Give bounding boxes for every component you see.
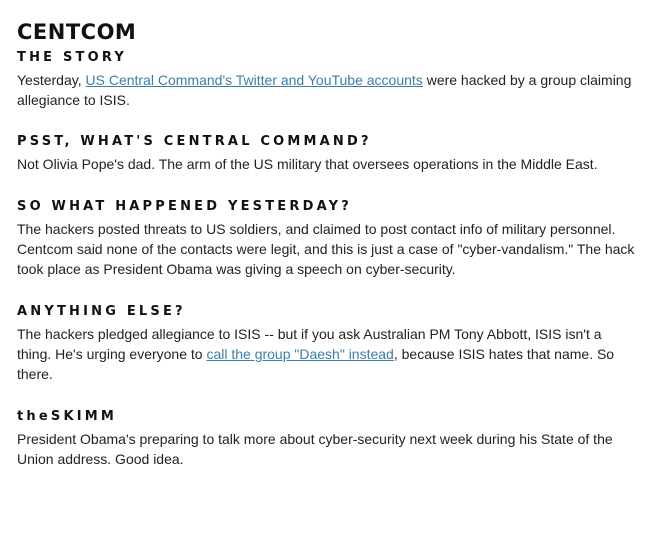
body-text: , because ISIS hates that name. So there. bbox=[17, 346, 615, 382]
body-text: The hackers pledged allegiance to ISIS -- but if you ask Australian PM Tony Abbott, ISIS isn't a thing. He's urging everyone to bbox=[17, 326, 602, 362]
section-theskimm bbox=[17, 409, 637, 469]
section-body bbox=[17, 70, 637, 110]
section-heading: theSKIMM bbox=[17, 409, 118, 424]
section-heading: PSST, WHAT'S CENTRAL COMMAND? bbox=[17, 134, 372, 149]
section-heading: ANYTHING ELSE? bbox=[17, 304, 186, 319]
article bbox=[17, 20, 637, 469]
section-the-story bbox=[17, 50, 637, 110]
body-text: Yesterday, bbox=[17, 72, 86, 88]
section-body: Not Olivia Pope's dad. The arm of the US military that oversees operations in the Middle East. bbox=[17, 156, 598, 172]
section-heading: SO WHAT HAPPENED YESTERDAY? bbox=[17, 199, 352, 214]
section-body: The hackers posted threats to US soldiers, and claimed to post contact info of military personnel. Centcom said none of the contacts were legit, and this is just a case of "cyber-vandalism." The hack took place as President Obama was giving a speech on cyber-security. bbox=[17, 221, 635, 277]
section-body bbox=[17, 324, 637, 384]
section-anything-else bbox=[17, 304, 637, 384]
section-heading: THE STORY bbox=[17, 50, 127, 65]
page-title: CENTCOM bbox=[17, 20, 137, 44]
body-text: were hacked by a group claiming allegiance to ISIS. bbox=[17, 72, 632, 108]
section-body: President Obama's preparing to talk more about cyber-security next week during his State of the Union address. Good idea. bbox=[17, 431, 613, 467]
daesh-link[interactable]: call the group "Daesh" instead bbox=[206, 346, 394, 362]
section-central-command bbox=[17, 134, 637, 174]
centcom-accounts-link[interactable]: US Central Command's Twitter and YouTube accounts bbox=[85, 72, 423, 88]
section-what-happened bbox=[17, 199, 637, 279]
